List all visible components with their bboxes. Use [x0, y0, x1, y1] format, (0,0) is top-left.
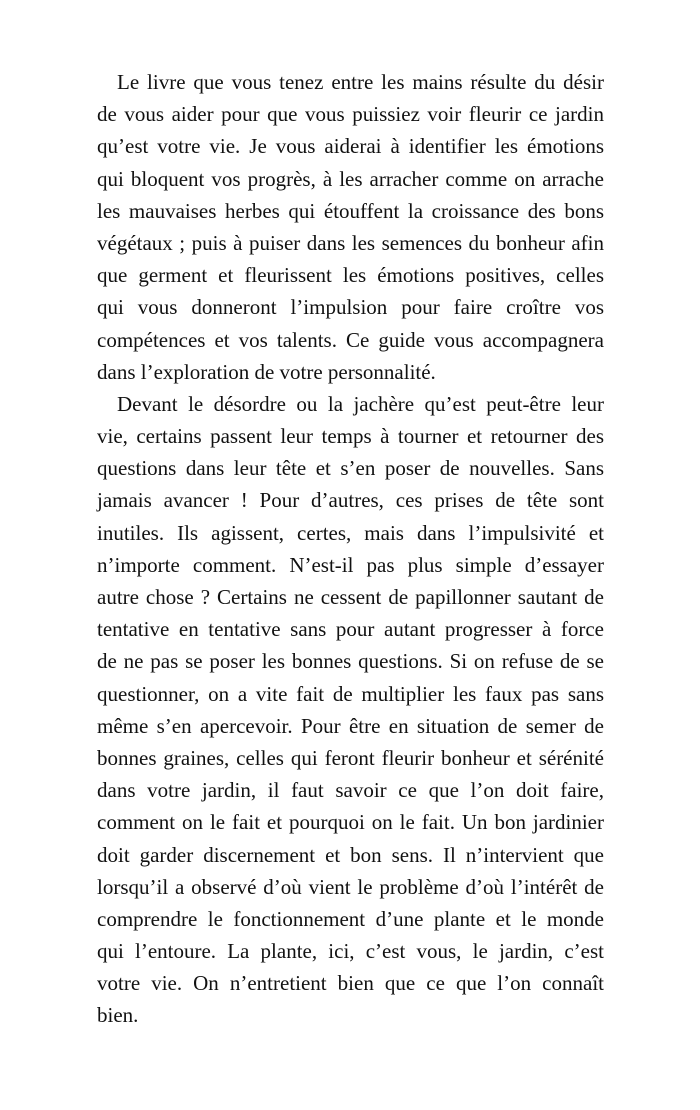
text-line: que germent et fleurissent les émotions positives, celles [97, 263, 604, 288]
text-line: compétences et vos talents. Ce guide vous accompagnera [97, 327, 604, 352]
text-line: autre chose ? Certains ne cessent de papillonner sautant de [97, 585, 604, 609]
text-line: vie, certains passent leur temps à tourner et retourner des [97, 424, 604, 449]
text-line: dans votre jardin, il faut savoir ce que l’on doit faire, [97, 778, 604, 803]
text-line: bien. [97, 1003, 139, 1028]
text-line: doit garder discernement et bon sens. Il n’intervient que [97, 842, 604, 867]
text-line: Devant le désordre ou la jachère qu’est peut-être leur [117, 391, 604, 416]
text-line: comprendre le fonctionnement d’une plante et le monde [97, 906, 604, 931]
text-line: Le livre que vous tenez entre les mains résulte du désir [117, 70, 604, 94]
text-line: qui bloquent vos progrès, à les arracher comme on arrache [97, 166, 604, 191]
text-line: questionner, on a vite fait de multiplier les faux pas sans [97, 681, 604, 706]
text-line: qui vous donneront l’impulsion pour faire croître vos [97, 295, 604, 320]
text-line: de ne pas se poser les bonnes questions. Si on refuse de se [97, 649, 604, 674]
text-line: même s’en apercevoir. Pour être en situation de semer de [97, 713, 604, 738]
text-line: qui l’entoure. La plante, ici, c’est vous, le jardin, c’est [97, 939, 604, 964]
text-line: comment on le fait et pourquoi on le fait. Un bon jardinier [97, 810, 604, 835]
text-line: questions dans leur tête et s’en poser de nouvelles. Sans [97, 456, 604, 481]
text-line: n’importe comment. N’est-il pas plus simple d’essayer [97, 552, 604, 577]
paragraph [97, 388, 604, 1032]
text-line: inutiles. Ils agissent, certes, mais dans l’impulsivité et [97, 520, 604, 545]
text-line: dans l’exploration de votre personnalité. [97, 359, 436, 384]
text-line: votre vie. On n’entretient bien que ce que l’on connaît [97, 971, 604, 996]
text-line: jamais avancer ! Pour d’autres, ces prises de tête sont [97, 488, 604, 513]
text-line: bonnes graines, celles qui feront fleurir bonheur et sérénité [97, 745, 604, 770]
document-page [97, 66, 604, 1032]
text-line: lorsqu’il a observé d’où vient le problème d’où l’intérêt de [97, 874, 604, 899]
text-line: végétaux ; puis à puiser dans les semences du bonheur afin [97, 230, 604, 255]
text-line: tentative en tentative sans pour autant progresser à force [97, 617, 604, 642]
text-line: de vous aider pour que vous puissiez voir fleurir ce jardin [97, 102, 604, 127]
text-line: les mauvaises herbes qui étouffent la croissance des bons [97, 198, 604, 223]
paragraph [97, 66, 604, 388]
text-line: qu’est votre vie. Je vous aiderai à identifier les émotions [97, 134, 604, 159]
